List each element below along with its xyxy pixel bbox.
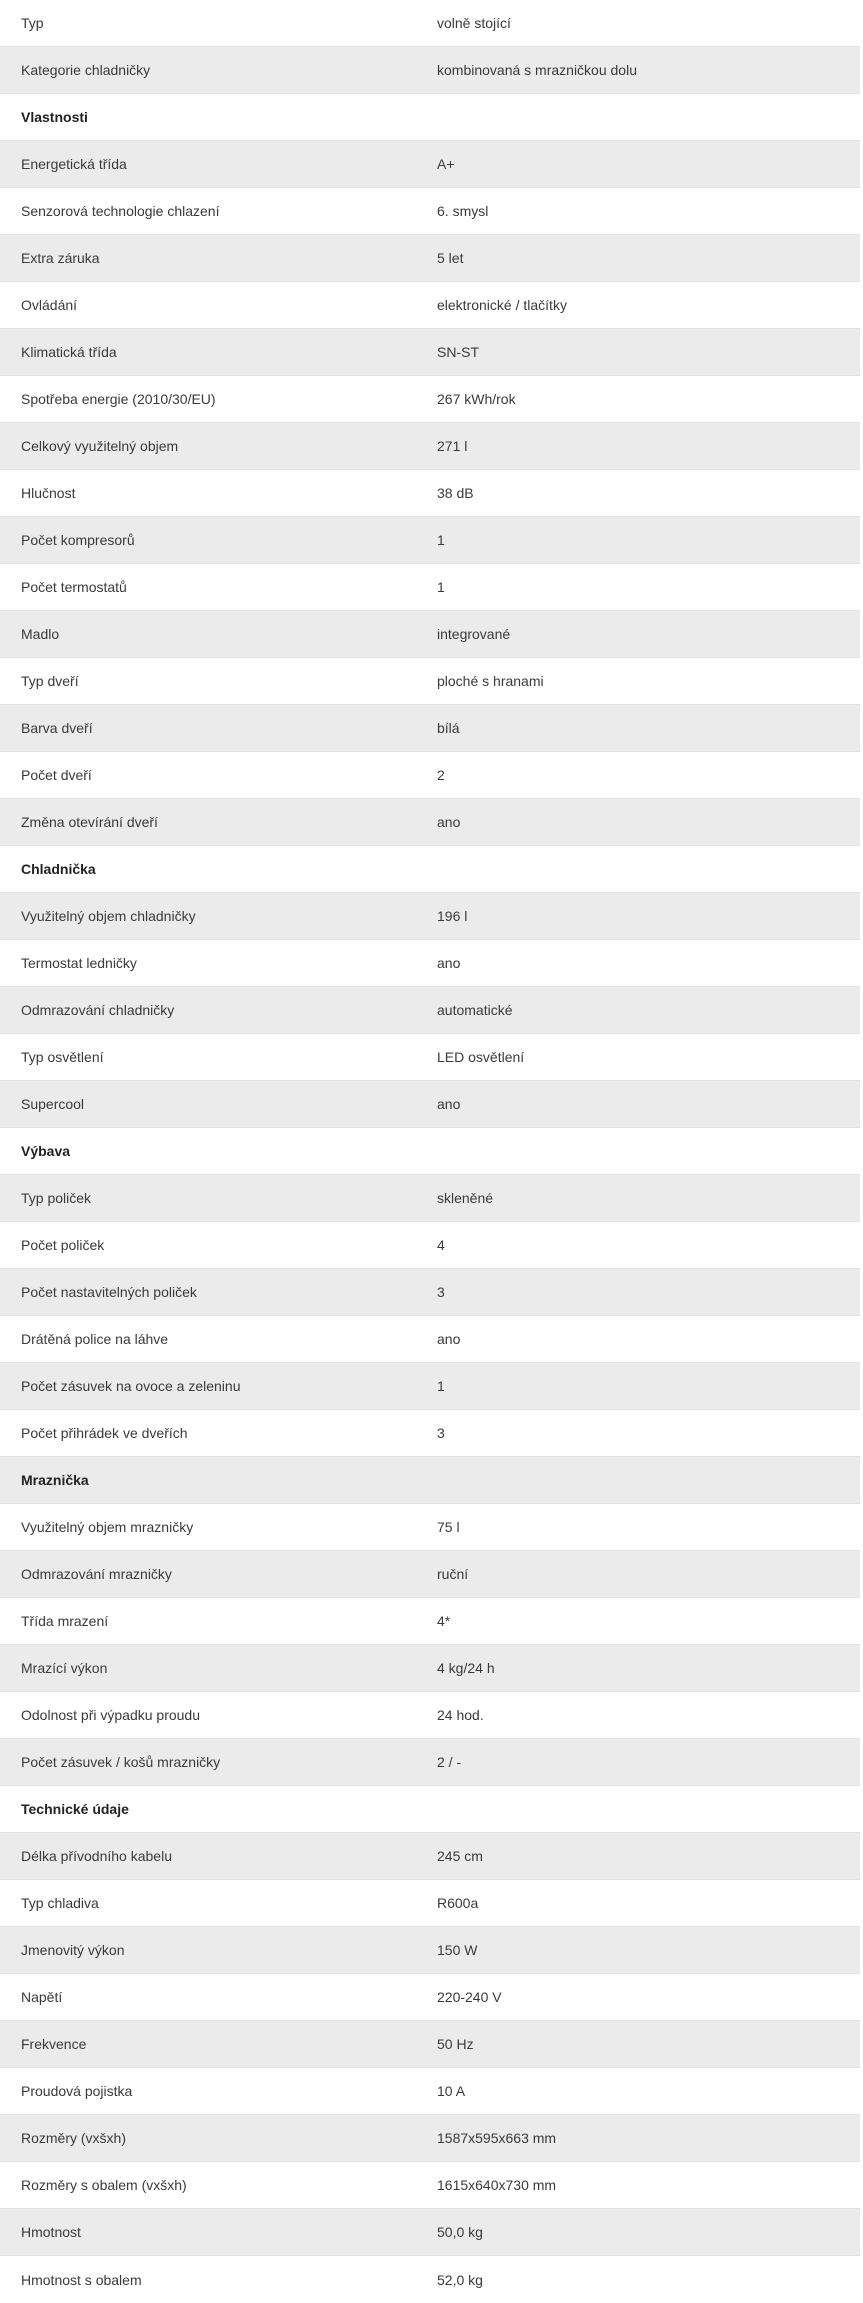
- spec-row: [0, 799, 860, 846]
- spec-row: [0, 1269, 860, 1316]
- spec-value: ano: [437, 1331, 461, 1347]
- spec-label: Využitelný objem chladničky: [21, 908, 196, 924]
- spec-row: [0, 752, 860, 799]
- spec-row: [0, 658, 860, 705]
- spec-label: Frekvence: [21, 2036, 87, 2052]
- spec-label: Hlučnost: [21, 485, 76, 501]
- spec-row: [0, 1363, 860, 1410]
- spec-row: [0, 282, 860, 329]
- spec-label: Počet nastavitelných poliček: [21, 1284, 197, 1300]
- spec-value: 4 kg/24 h: [437, 1660, 495, 1676]
- spec-label: Drátěná police na láhve: [21, 1331, 169, 1347]
- spec-label: Odolnost při výpadku proudu: [21, 1707, 200, 1723]
- spec-row: [0, 987, 860, 1034]
- spec-label: Typ poliček: [21, 1190, 92, 1206]
- spec-label: Extra záruka: [21, 250, 100, 266]
- spec-label: Barva dveří: [21, 720, 93, 736]
- section-header-mraznicka: [0, 1457, 860, 1504]
- spec-label: Změna otevírání dveří: [21, 814, 158, 830]
- spec-label: Třída mrazení: [21, 1613, 109, 1629]
- spec-value: 3: [437, 1284, 445, 1300]
- spec-value: 50 Hz: [437, 2036, 474, 2052]
- spec-value: 38 dB: [437, 485, 474, 501]
- spec-row: [0, 2115, 860, 2162]
- spec-value: 271 l: [437, 438, 468, 454]
- spec-label: Počet kompresorů: [21, 532, 135, 548]
- spec-value: 5 let: [437, 250, 464, 266]
- spec-value: SN-ST: [437, 344, 479, 360]
- spec-label: Jmenovitý výkon: [21, 1942, 125, 1958]
- spec-row: [0, 2209, 860, 2256]
- spec-row: [0, 2162, 860, 2209]
- spec-row: [0, 1316, 860, 1363]
- spec-value: 4: [437, 1237, 445, 1253]
- spec-row: [0, 1645, 860, 1692]
- spec-label: Kategorie chladničky: [21, 62, 151, 78]
- spec-value: ano: [437, 955, 461, 971]
- spec-label: Proudová pojistka: [21, 2083, 133, 2099]
- spec-row: [0, 1034, 860, 1081]
- spec-value: ploché s hranami: [437, 673, 544, 689]
- spec-label: Klimatická třída: [21, 344, 117, 360]
- spec-row: [0, 2256, 860, 2303]
- spec-label: Odmrazování chladničky: [21, 1002, 175, 1018]
- spec-label: Typ osvětlení: [21, 1049, 104, 1065]
- spec-value: automatické: [437, 1002, 513, 1018]
- spec-label: Senzorová technologie chlazení: [21, 203, 220, 219]
- spec-row: [0, 141, 860, 188]
- section-header-vlastnosti: [0, 94, 860, 141]
- spec-row: [0, 235, 860, 282]
- spec-row: [0, 1927, 860, 1974]
- spec-row: [0, 470, 860, 517]
- section-header-vybava: [0, 1128, 860, 1175]
- spec-row: [0, 893, 860, 940]
- spec-label: Madlo: [21, 626, 60, 642]
- spec-row: [0, 1880, 860, 1927]
- spec-value: 52,0 kg: [437, 2271, 483, 2288]
- spec-row: [0, 1175, 860, 1222]
- spec-row: [0, 47, 860, 94]
- spec-value: ano: [437, 814, 461, 830]
- spec-value: 3: [437, 1425, 445, 1441]
- spec-row: [0, 1551, 860, 1598]
- spec-value: 50,0 kg: [437, 2224, 483, 2240]
- spec-value: 6. smysl: [437, 203, 489, 219]
- spec-label: Napětí: [21, 1989, 63, 2005]
- spec-row: [0, 705, 860, 752]
- spec-value: 75 l: [437, 1519, 460, 1535]
- spec-row: [0, 1739, 860, 1786]
- spec-label: Počet termostatů: [21, 579, 127, 595]
- spec-label: Počet poliček: [21, 1237, 105, 1253]
- spec-row: [0, 1081, 860, 1128]
- spec-value: volně stojící: [437, 15, 511, 31]
- spec-row: [0, 376, 860, 423]
- spec-value: R600a: [437, 1895, 479, 1911]
- spec-value: 267 kWh/rok: [437, 391, 516, 407]
- spec-label: Typ chladiva: [21, 1895, 99, 1911]
- spec-value: skleněné: [437, 1190, 494, 1206]
- spec-row: [0, 1410, 860, 1457]
- spec-value: 1: [437, 532, 445, 548]
- spec-row: [0, 1222, 860, 1269]
- spec-value: A+: [437, 156, 455, 172]
- spec-value: 1: [437, 579, 445, 595]
- spec-label: Rozměry (vxšxh): [21, 2130, 127, 2146]
- section-header-chladnicka: [0, 846, 860, 893]
- spec-value: 1587x595x663 mm: [437, 2130, 557, 2146]
- spec-row: [0, 0, 860, 47]
- spec-label: Počet zásuvek / košů mrazničky: [21, 1754, 221, 1770]
- spec-label: Rozměry s obalem (vxšxh): [21, 2177, 187, 2193]
- spec-label: Délka přívodního kabelu: [21, 1848, 172, 1864]
- spec-row: [0, 329, 860, 376]
- spec-label: Počet dveří: [21, 767, 92, 783]
- spec-value: 1615x640x730 mm: [437, 2177, 557, 2193]
- spec-value: 1: [437, 1378, 445, 1394]
- spec-row: [0, 1504, 860, 1551]
- spec-label: Hmotnost s obalem: [21, 2271, 142, 2288]
- spec-row: [0, 423, 860, 470]
- spec-row: [0, 564, 860, 611]
- spec-value: 220-240 V: [437, 1989, 502, 2005]
- spec-row: [0, 940, 860, 987]
- spec-label: Termostat ledničky: [21, 955, 137, 971]
- spec-value: bílá: [437, 720, 460, 736]
- spec-label: Supercool: [21, 1096, 85, 1112]
- spec-value: elektronické / tlačítky: [437, 297, 567, 313]
- spec-value: 2: [437, 767, 445, 783]
- spec-label: Spotřeba energie (2010/30/EU): [21, 391, 216, 407]
- spec-value: 10 A: [437, 2083, 466, 2099]
- spec-row: [0, 1598, 860, 1645]
- spec-label: Počet přihrádek ve dveřích: [21, 1425, 188, 1441]
- spec-label: Typ dveří: [21, 673, 79, 689]
- spec-row: [0, 1974, 860, 2021]
- spec-row: [0, 2068, 860, 2115]
- spec-row: [0, 517, 860, 564]
- spec-row: [0, 1692, 860, 1739]
- spec-value: 4*: [437, 1613, 451, 1629]
- spec-label: Počet zásuvek na ovoce a zeleninu: [21, 1378, 241, 1394]
- section-title: Chladnička: [21, 861, 96, 877]
- spec-label: Celkový využitelný objem: [21, 438, 179, 454]
- spec-label: Energetická třída: [21, 156, 127, 172]
- section-title: Výbava: [21, 1143, 71, 1159]
- spec-value: ruční: [437, 1566, 469, 1582]
- spec-label: Využitelný objem mrazničky: [21, 1519, 194, 1535]
- spec-value: integrované: [437, 626, 511, 642]
- spec-value: kombinovaná s mrazničkou dolu: [437, 62, 637, 78]
- section-title: Technické údaje: [21, 1801, 129, 1817]
- spec-label: Odmrazování mrazničky: [21, 1566, 172, 1582]
- section-header-technicke-udaje: [0, 1786, 860, 1833]
- spec-row: [0, 1833, 860, 1880]
- spec-value: 245 cm: [437, 1848, 483, 1864]
- section-title: Mraznička: [21, 1472, 89, 1488]
- spec-label: Hmotnost: [21, 2224, 81, 2240]
- spec-row: [0, 2021, 860, 2068]
- spec-label: Typ: [21, 15, 44, 31]
- spec-value: 150 W: [437, 1942, 478, 1958]
- spec-row: [0, 188, 860, 235]
- spec-value: ano: [437, 1096, 461, 1112]
- spec-value: LED osvětlení: [437, 1049, 525, 1065]
- spec-value: 196 l: [437, 908, 468, 924]
- section-title: Vlastnosti: [21, 109, 88, 125]
- spec-row: [0, 611, 860, 658]
- spec-label: Mrazící výkon: [21, 1660, 108, 1676]
- spec-label: Ovládání: [21, 297, 78, 313]
- spec-value: 24 hod.: [437, 1707, 484, 1723]
- spec-value: 2 / -: [437, 1754, 462, 1770]
